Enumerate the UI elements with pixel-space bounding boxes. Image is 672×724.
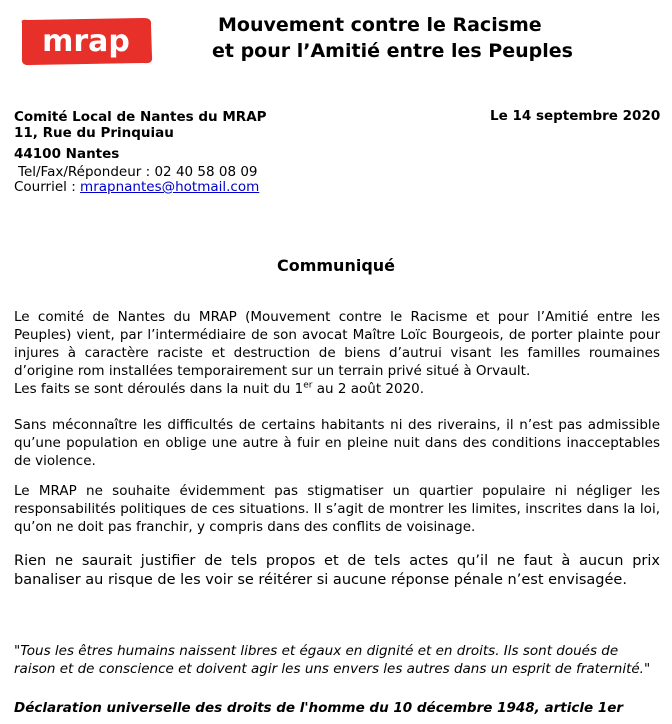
org-title — [190, 12, 620, 64]
letter-date: Le 14 septembre 2020 — [490, 108, 661, 124]
mrap-logo — [16, 15, 156, 67]
paragraph-2: Sans méconnaître les difficultés de certains habitants ni des riverains, il n’est pas admissible qu’une population en oblige une autre à fuir en pleine nuit dans des conditions inacceptables de violence. — [14, 417, 660, 469]
declaration-citation: Déclaration universelle des droits de l'homme du 10 décembre 1948, article 1er — [14, 700, 624, 716]
paragraph-3: Le MRAP ne souhaite évidemment pas stigmatiser un quartier populaire ni négliger les responsabilités politiques de ces situations. Il s’agit de montrer les limites, inscrites dans la loi, qu’on ne doit pas franchir, y compris dans des conflits de voisinage. — [14, 483, 660, 535]
email-label: Courriel : — [14, 179, 81, 195]
paragraph-1 — [14, 308, 660, 398]
title-line-1: Mouvement contre le Racisme — [218, 14, 542, 36]
committee-name: Comité Local de Nantes du MRAP — [14, 109, 267, 125]
udhr-quote: "Tous les êtres humains naissent libres et égaux en dignité et en droits. Ils sont doués de raison et de conscience et doivent agir les uns envers les autres dans un esprit de fraternité." — [14, 643, 651, 677]
phone-line: Tel/Fax/Répondeur : 02 40 58 08 09 — [18, 164, 258, 180]
paragraph-4: Rien ne saurait justifier de tels propos et de tels actes qu’il ne faut à aucun prix banaliser au risque de les voir se réitérer si aucune réponse pénale n’est envisagée. — [14, 553, 660, 588]
page-title: Communiqué — [276, 256, 396, 275]
title-line-2: et pour l’Amitié entre les Peuples — [212, 40, 573, 62]
street-address: 11, Rue du Prinquiau — [14, 125, 174, 141]
email-line — [14, 178, 259, 196]
paragraph-1-dates: Les faits se sont déroulés dans la nuit du 1er au 2 août 2020. — [14, 380, 425, 397]
logo-text: mrap — [42, 24, 130, 59]
paragraph-1-text: Le comité de Nantes du MRAP (Mouvement contre le Racisme et pour l’Amitié entre les Peuples) vient, par l’intermédiaire de son avocat Maître Loïc Bourgeois, de porter plainte pour injures à caractère raciste et destruction de biens d’autrui visant les familles roumaines d’origine rom installées temporairement sur un terrain privé situé à Orvault. — [14, 309, 660, 379]
email-link[interactable]: mrapnantes@hotmail.com — [80, 179, 260, 195]
city-line: 44100 Nantes — [14, 146, 120, 162]
